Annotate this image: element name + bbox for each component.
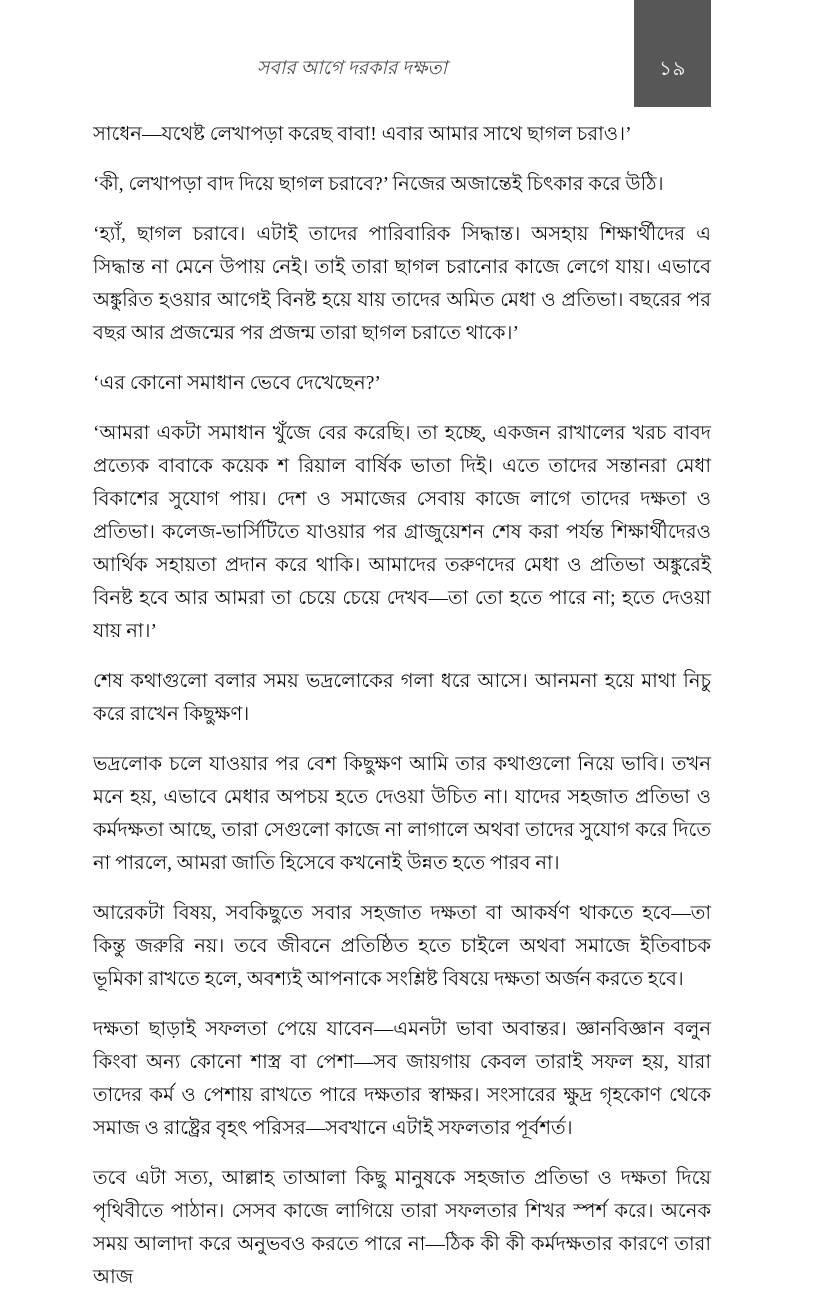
page-number: ১৯ — [659, 57, 686, 80]
page-number-block — [634, 0, 711, 107]
paragraph: ‘হ্যাঁ, ছাগল চরাবে। এটাই তাদের পারিবারিক সিদ্ধান্ত। অসহায় শিক্ষার্থীদের এ সিদ্ধান্ত না মেনে উপায় নেই। তাই তারা ছাগল চরানোর কাজে লেগে যায়। এভাবে অঙ্কুরিত হওয়ার আগেই বিনষ্ট হয়ে যায় তাদের অমিত মেধা ও প্রতিভা। বছরের পর বছর আর প্রজন্মের পর প্রজন্ম তারা ছাগল চরাতে থাকে।’ — [93, 224, 711, 344]
paragraph: দক্ষতা ছাড়াই সফলতা পেয়ে যাবেন—এমনটা ভাবা অবান্তর। জ্ঞানবিজ্ঞান বলুন কিংবা অন্য কোনো শাস্ত্র বা পেশা—সব জায়গায় কেবল তারাই সফল হয়, যারা তাদের কর্ম ও পেশায় রাখতে পারে দক্ষতার স্বাক্ষর। সংসারের ক্ষুদ্র গৃহকোণ থেকে সমাজ ও রাষ্ট্রের বৃহৎ পরিসর—সবখানে এটাই সফলতার পূর্বশর্ত। — [93, 1019, 711, 1139]
paragraph: শেষ কথাগুলো বলার সময় ভদ্রলোকের গলা ধরে আসে। আনমনা হয়ে মাথা নিচু করে রাখেন কিছুক্ষণ। — [93, 671, 711, 725]
paragraph: ‘এর কোনো সমাধান ভেবে দেখেছেন?’ — [93, 373, 381, 394]
paragraph: আরেকটা বিষয়, সবকিছুতে সবার সহজাত দক্ষতা বা আকর্ষণ থাকতে হবে—তা কিন্তু জরুরি নয়। তবে জীবনে প্রতিষ্ঠিত হতে চাইলে অথবা সমাজে ইতিবাচক ভূমিকা রাখতে হলে, অবশ্যই আপনাকে সংশ্লিষ্ট বিষয়ে দক্ষতা অর্জন করতে হবে। — [93, 903, 711, 990]
body-text-column — [93, 118, 711, 1294]
paragraph: ‘আমরা একটা সমাধান খুঁজে বের করেছি। তা হচ্ছে, একজন রাখালের খরচ বাবদ প্রত্যেক বাবাকে কয়েক শ রিয়াল বার্ষিক ভাতা দিই। এতে তাদের সন্তানরা মেধা বিকাশের সুযোগ পায়। দেশ ও সমাজের সেবায় কাজে লাগে তাদের দক্ষতা ও প্রতিভা। কলেজ-ভার্সিটিতে যাওয়ার পর গ্রাজুয়েশন শেষ করা পর্যন্ত শিক্ষার্থীদেরও আর্থিক সহায়তা প্রদান করে থাকি। আমাদের তরুণদের মেধা ও প্রতিভা অঙ্কুরেই বিনষ্ট হবে আর আমরা তা চেয়ে চেয়ে দেখব—তা তো হতে পারে না; হতে দেওয়া যায় না।’ — [93, 423, 711, 642]
paragraph: তবে এটা সত্য, আল্লাহ তাআলা কিছু মানুষকে সহজাত প্রতিভা ও দক্ষতা দিয়ে পৃথিবীতে পাঠান। সেসব কাজে লাগিয়ে তারা সফলতার শিখর স্পর্শ করে। অনেক সময় আলাদা করে অনুভবও করতে পারে না—ঠিক কী কী কর্মদক্ষতার কারণে তারা আজ — [93, 1168, 711, 1288]
paragraph: ভদ্রলোক চলে যাওয়ার পর বেশ কিছুক্ষণ আমি তার কথাগুলো নিয়ে ভাবি। তখন মনে হয়, এভাবে মেধার অপচয় হতে দেওয়া উচিত না। যাদের সহজাত প্রতিভা ও কর্মদক্ষতা আছে, তারা সেগুলো কাজে না লাগালে অথবা তাদের সুযোগ করে দিতে না পারলে, আমরা জাতি হিসেবে কখনোই উন্নত হতে পারব না। — [93, 754, 711, 874]
running-head-title: সবার আগে দরকার দক্ষতা — [256, 58, 448, 79]
page-header — [0, 0, 822, 110]
paragraph: ‘কী, লেখাপড়া বাদ দিয়ে ছাগল চরাবে?’ নিজের অজান্তেই চিৎকার করে উঠি। — [93, 174, 664, 195]
paragraph: সাধেন—যথেষ্ট লেখাপড়া করেছ বাবা! এবার আমার সাথে ছাগল চরাও।’ — [93, 124, 632, 145]
